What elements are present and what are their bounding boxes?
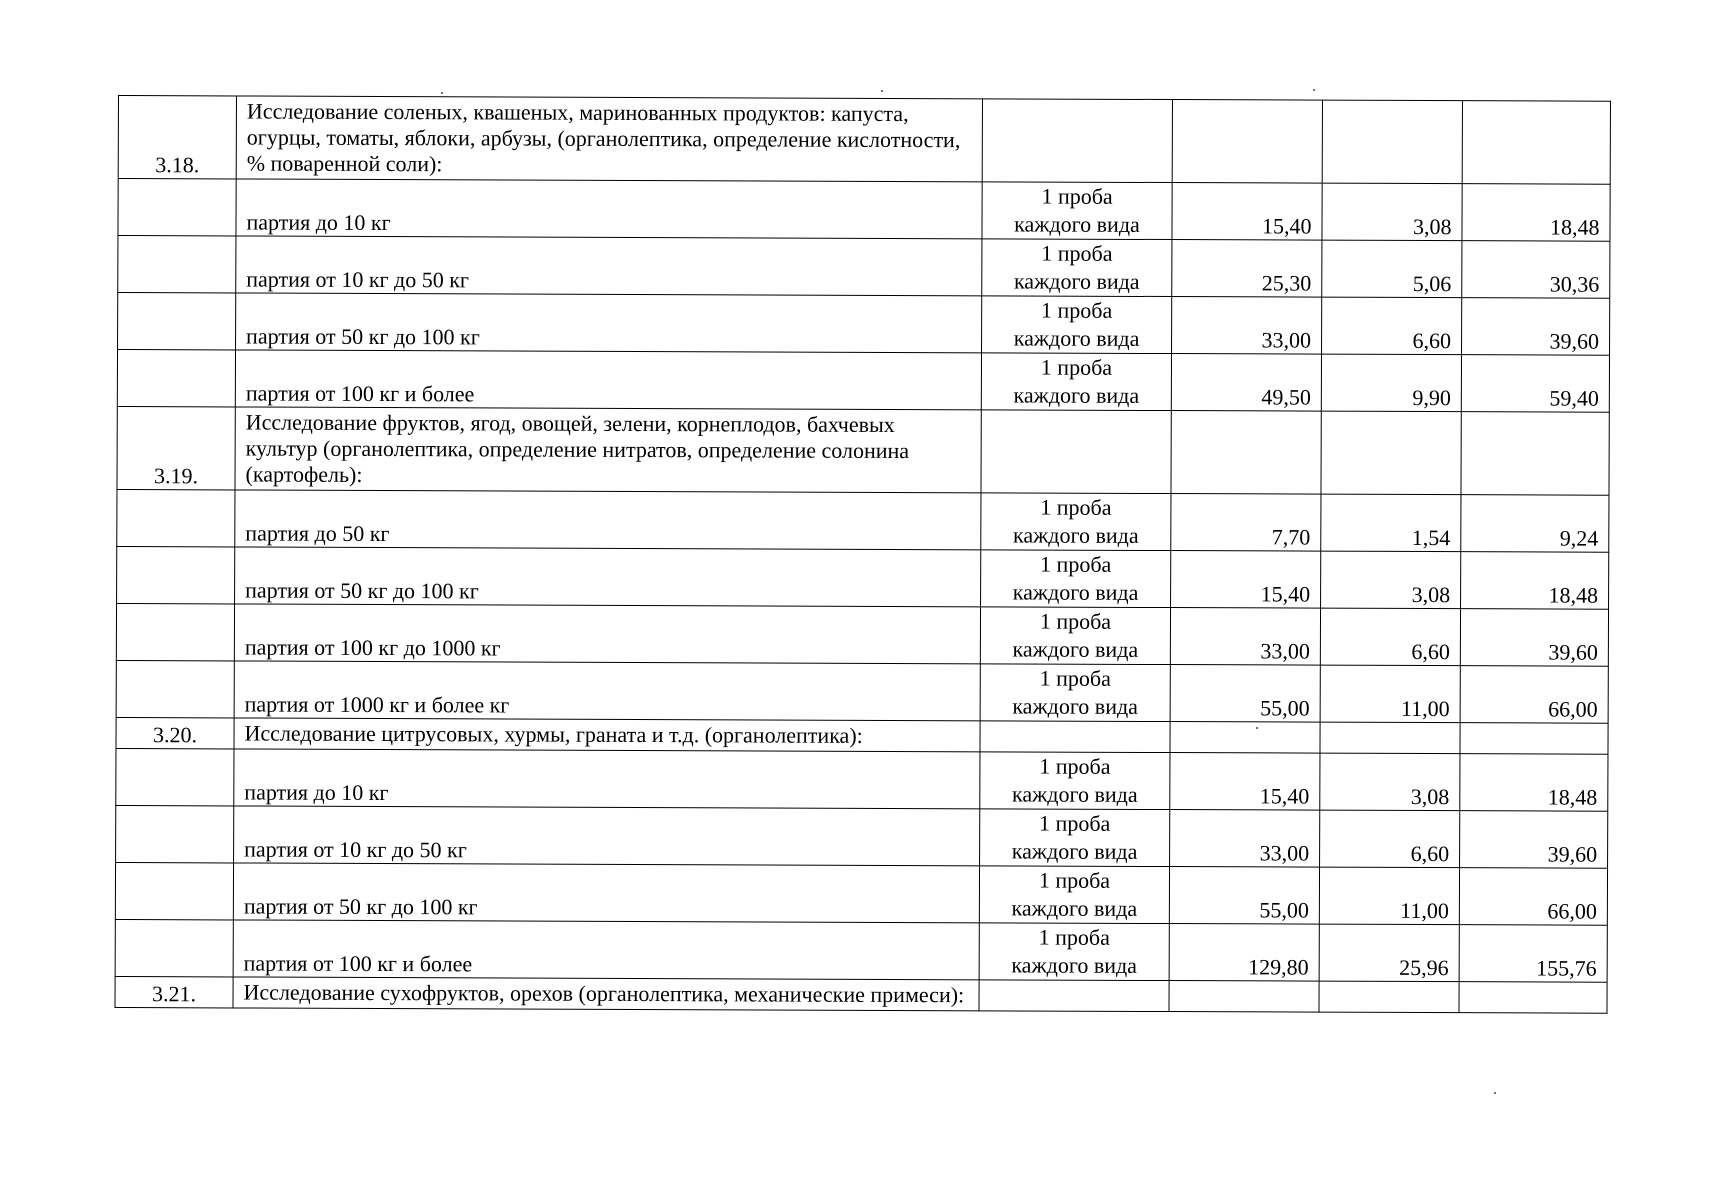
item-price: 25,30 xyxy=(1172,240,1322,298)
unit-line-2: каждого вида xyxy=(1012,579,1139,605)
item-total: 39,60 xyxy=(1462,298,1610,356)
item-vat: 3,08 xyxy=(1321,551,1461,609)
table-row xyxy=(118,179,1610,242)
item-price: 129,80 xyxy=(1169,924,1319,982)
item-name: партия от 100 кг и более xyxy=(235,350,981,410)
item-total: 9,24 xyxy=(1461,495,1609,553)
item-name: партия от 50 кг до 100 кг xyxy=(236,293,982,353)
item-total: 66,00 xyxy=(1459,868,1607,926)
table-row xyxy=(115,862,1607,925)
table-row xyxy=(116,603,1608,666)
unit-line-1: 1 проба xyxy=(1040,354,1113,380)
item-price: 33,00 xyxy=(1170,608,1320,666)
item-name: партия от 50 кг до 100 кг xyxy=(233,863,979,923)
item-price: 15,40 xyxy=(1171,551,1321,609)
unit-line-1: 1 проба xyxy=(1040,551,1112,577)
item-price: 55,00 xyxy=(1169,867,1319,925)
unit-line-2: каждого вида xyxy=(1011,895,1138,921)
section-title: Исследование цитрусовых, хурмы, граната и т.д. (органолептика): xyxy=(234,718,980,752)
item-vat: 6,60 xyxy=(1320,810,1460,868)
number-cell-empty xyxy=(118,293,236,350)
item-unit xyxy=(982,296,1172,354)
price-table-body xyxy=(115,96,1610,1014)
unit-line-2: каждого вида xyxy=(1013,382,1140,408)
item-price: 7,70 xyxy=(1171,494,1321,552)
item-price: 15,40 xyxy=(1172,183,1322,241)
item-name: партия до 10 кг xyxy=(236,179,982,239)
number-cell-empty xyxy=(116,603,234,660)
item-name: партия от 50 кг до 100 кг xyxy=(235,547,981,607)
price-cell-empty xyxy=(1171,411,1321,495)
price-cell-empty xyxy=(1170,722,1320,754)
item-unit xyxy=(980,809,1170,867)
item-total: 155,76 xyxy=(1459,925,1607,983)
unit-line-2: каждого вида xyxy=(1011,838,1138,864)
item-vat: 6,60 xyxy=(1320,608,1460,666)
unit-line-2: каждого вида xyxy=(1013,268,1140,294)
item-price: 33,00 xyxy=(1170,810,1320,868)
item-unit xyxy=(979,923,1169,981)
number-cell-empty xyxy=(118,236,236,293)
item-vat: 11,00 xyxy=(1319,867,1459,925)
item-vat: 11,00 xyxy=(1320,665,1460,723)
item-name: партия до 10 кг xyxy=(234,749,980,809)
unit-line-2: каждого вида xyxy=(1012,522,1139,548)
number-cell-empty xyxy=(118,179,236,236)
section-header-row xyxy=(117,406,1609,495)
section-title: Исследование соленых, квашеных, маринованных продуктов: капуста, огурцы, томаты, яблоки, арбузы, (органолептика, определение кислотности, % поваренной соли): xyxy=(236,96,982,182)
table-row xyxy=(117,546,1609,609)
unit-line-2: каждого вида xyxy=(1014,211,1140,237)
item-name: партия от 100 кг до 1000 кг xyxy=(234,604,980,664)
section-header-row xyxy=(118,96,1610,185)
unit-cell-empty xyxy=(980,721,1170,753)
vat-cell-empty xyxy=(1322,100,1462,184)
scan-speck xyxy=(1313,89,1315,91)
number-cell-empty xyxy=(117,350,235,407)
total-cell-empty xyxy=(1461,412,1609,496)
unit-line-1: 1 проба xyxy=(1039,665,1111,691)
unit-line-1: 1 проба xyxy=(1038,867,1111,893)
section-number: 3.18. xyxy=(118,96,236,179)
unit-line-1: 1 проба xyxy=(1041,183,1113,209)
item-unit xyxy=(982,182,1172,240)
item-vat: 3,08 xyxy=(1322,183,1462,241)
item-price: 55,00 xyxy=(1170,665,1320,723)
item-total: 18,48 xyxy=(1461,552,1609,610)
number-cell-empty xyxy=(117,546,235,603)
vat-cell-empty xyxy=(1319,981,1459,1013)
item-name: партия от 10 кг до 50 кг xyxy=(234,806,980,866)
unit-line-2: каждого вида xyxy=(1013,325,1140,351)
scan-speck xyxy=(1256,727,1258,729)
item-vat: 6,60 xyxy=(1322,297,1462,355)
item-total: 39,60 xyxy=(1460,811,1608,869)
section-number: 3.21. xyxy=(115,976,233,1007)
number-cell-empty xyxy=(115,919,233,976)
item-vat: 5,06 xyxy=(1322,240,1462,298)
unit-cell-empty xyxy=(981,410,1171,494)
scan-speck xyxy=(1494,1092,1496,1094)
item-total: 39,60 xyxy=(1460,609,1608,667)
item-unit xyxy=(981,353,1171,411)
item-vat: 9,90 xyxy=(1321,354,1461,412)
item-total: 30,36 xyxy=(1462,241,1610,299)
item-price: 49,50 xyxy=(1171,354,1321,412)
price-cell-empty xyxy=(1172,100,1322,184)
unit-line-2: каждого вида xyxy=(1011,781,1138,807)
scan-speck xyxy=(881,90,883,92)
price-cell-empty xyxy=(1169,981,1319,1013)
table-row xyxy=(115,919,1607,982)
total-cell-empty xyxy=(1460,723,1608,755)
unit-line-1: 1 проба xyxy=(1038,924,1110,950)
total-cell-empty xyxy=(1459,982,1607,1014)
number-cell-empty xyxy=(116,805,234,862)
table-row xyxy=(116,805,1608,868)
item-unit xyxy=(980,664,1170,722)
table-row xyxy=(118,236,1610,299)
item-name: партия от 1000 кг и более кг xyxy=(234,661,980,721)
unit-line-1: 1 проба xyxy=(1040,494,1112,520)
item-unit xyxy=(980,607,1170,665)
section-title: Исследование фруктов, ягод, овощей, зелени, корнеплодов, бахчевых культур (органолептика, определение нитратов, определение солонина (картофель): xyxy=(235,407,981,493)
unit-line-2: каждого вида xyxy=(1011,952,1138,978)
table-row xyxy=(118,293,1610,356)
vat-cell-empty xyxy=(1320,722,1460,754)
item-vat: 25,96 xyxy=(1319,924,1459,982)
section-header-row xyxy=(115,976,1607,1013)
unit-line-1: 1 проба xyxy=(1041,240,1113,266)
price-table xyxy=(114,95,1610,1014)
item-name: партия от 10 кг до 50 кг xyxy=(236,236,982,296)
number-cell-empty xyxy=(115,862,233,919)
item-vat: 3,08 xyxy=(1320,753,1460,811)
section-title: Исследование сухофруктов, орехов (органолептика, механические примеси): xyxy=(233,977,979,1011)
item-unit xyxy=(979,866,1169,924)
unit-cell-empty xyxy=(982,99,1172,183)
item-total: 18,48 xyxy=(1462,184,1610,242)
item-unit xyxy=(980,752,1170,810)
table-row xyxy=(116,748,1608,811)
table-row xyxy=(117,489,1609,552)
item-name: партия от 100 кг и более xyxy=(233,920,979,980)
item-price: 33,00 xyxy=(1172,297,1322,355)
unit-line-1: 1 проба xyxy=(1039,753,1111,779)
scan-speck xyxy=(441,92,443,94)
item-total: 18,48 xyxy=(1460,754,1608,812)
document-page xyxy=(114,95,1610,1014)
section-number: 3.20. xyxy=(116,717,234,748)
unit-line-2: каждого вида xyxy=(1012,693,1139,719)
vat-cell-empty xyxy=(1321,411,1461,495)
table-row xyxy=(117,350,1609,413)
unit-line-1: 1 проба xyxy=(1039,608,1112,634)
item-price: 15,40 xyxy=(1170,753,1320,811)
section-number: 3.19. xyxy=(117,406,235,489)
number-cell-empty xyxy=(116,660,234,717)
number-cell-empty xyxy=(116,748,234,805)
item-total: 59,40 xyxy=(1461,355,1609,413)
item-name: партия до 50 кг xyxy=(235,490,981,550)
item-total: 66,00 xyxy=(1460,666,1608,724)
item-unit xyxy=(981,493,1171,551)
total-cell-empty xyxy=(1462,101,1610,185)
unit-line-1: 1 проба xyxy=(1039,810,1111,836)
unit-cell-empty xyxy=(979,980,1169,1012)
item-unit xyxy=(982,239,1172,297)
table-row xyxy=(116,660,1608,723)
item-unit xyxy=(981,550,1171,608)
item-vat: 1,54 xyxy=(1321,494,1461,552)
number-cell-empty xyxy=(117,489,235,546)
unit-line-1: 1 проба xyxy=(1041,297,1113,323)
unit-line-2: каждого вида xyxy=(1012,636,1139,662)
